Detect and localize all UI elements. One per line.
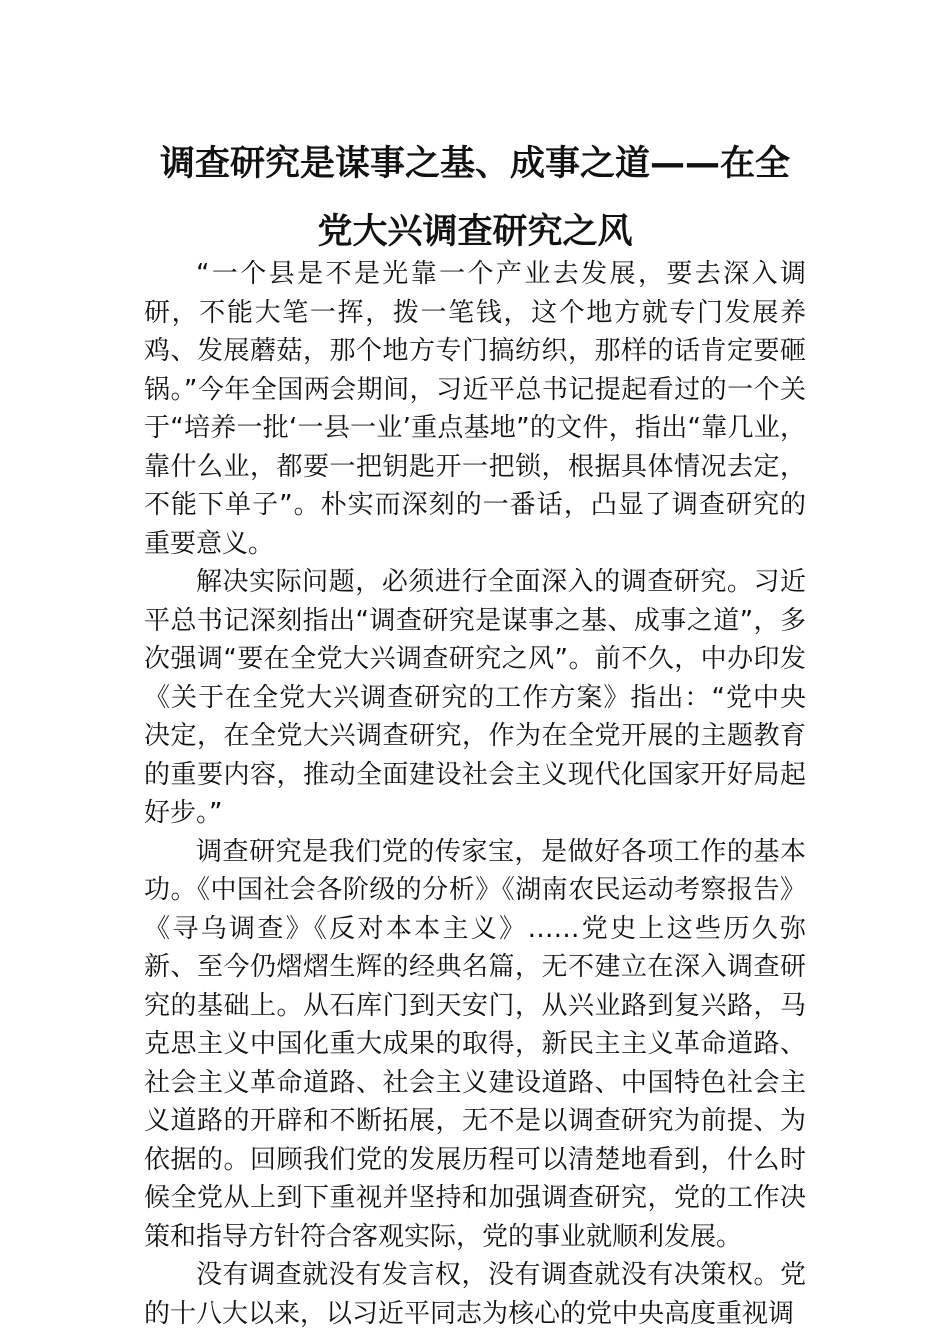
title-line-1: 调查研究是谋事之基、成事之道——在全 [159, 144, 790, 184]
paragraph-3: 调查研究是我们党的传家宝，是做好各项工作的基本功。《中国社会各阶级的分析》《湖南农民运动考察报告》《寻乌调查》《反对本本主义》……党史上这些历久弥新、至今仍熠熠生辉的经典名篇，无不建立在深入调查研究的基础上。从石库门到天安门，从兴业路到复兴路，马克思主义中国化重大成果的取得，新民主主义革命道路、社会主义革命道路、社会主义建设道路、中国特色社会主义道路的开辟和不断拓展，无不是以调查研究为前提、为依据的。回顾我们党的发展历程可以清楚地看到，什么时候全党从上到下重视并坚持和加强调查研究，党的工作决策和指导方针符合客观实际，党的事业就顺利发展。 [144, 836, 806, 1252]
document-body [144, 255, 806, 1333]
paragraph-1: “一个县是不是光靠一个产业去发展，要去深入调研，不能大笔一挥，拨一笔钱，这个地方就专门发展养鸡、发展蘑菇，那个地方专门搞纺织，那样的话肯定要砸锅。”今年全国两会期间，习近平总书记提起看过的一个关于“培养一批‘一县一业’重点基地”的文件，指出“靠几业，靠什么业，都要一把钥匙开一把锁，根据具体情况去定，不能下单子”。朴实而深刻的一番话，凸显了调查研究的重要意义。 [144, 259, 806, 559]
document-title [142, 130, 808, 266]
paragraph-2: 解决实际问题，必须进行全面深入的调查研究。习近平总书记深刻指出“调查研究是谋事之基、成事之道”，多次强调“要在全党大兴调查研究之风”。前不久，中办印发《关于在全党大兴调查研究的工作方案》指出：“党中央决定，在全党大兴调查研究，作为在全党开展的主题教育的重要内容，推动全面建设社会主义现代化国家开好局起好步。” [144, 567, 806, 828]
paragraph-4: 没有调查就没有发言权，没有调查就没有决策权。党的十八大以来，以习近平同志为核心的党中央高度重视调 [144, 1260, 806, 1329]
title-line-2: 党大兴调查研究之风 [317, 212, 633, 252]
